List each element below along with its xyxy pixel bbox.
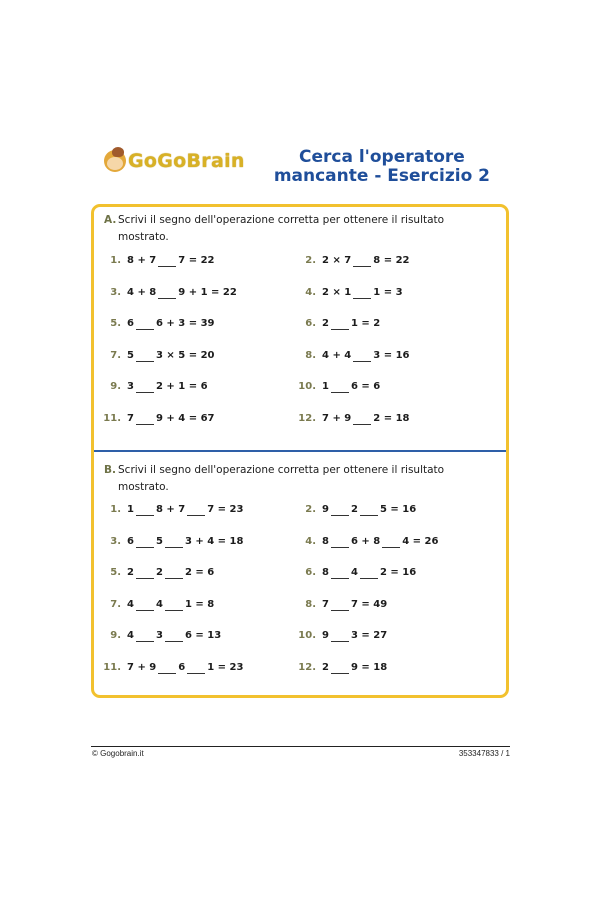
expression-part: 4 bbox=[127, 630, 134, 641]
answer-blank[interactable] bbox=[165, 600, 183, 611]
expression-part: 6 + 3 = 39 bbox=[155, 318, 215, 329]
question-item bbox=[99, 630, 221, 642]
question-number: 10. bbox=[298, 630, 316, 641]
expression-part: 6 bbox=[127, 535, 134, 547]
instruction-text: Scrivi il segno dell'operazione corretta per ottenere il risultato mostrato. bbox=[118, 214, 445, 243]
question-number: 10. bbox=[298, 381, 316, 392]
expression-part: 2 bbox=[322, 661, 329, 673]
expression-part: 6 bbox=[127, 318, 134, 329]
copyright: © Gogobrain.it bbox=[92, 749, 144, 758]
instruction bbox=[94, 212, 464, 246]
answer-blank[interactable] bbox=[360, 505, 378, 516]
expression-part: 3 = 16 bbox=[373, 349, 410, 361]
question-number: 11. bbox=[103, 412, 121, 424]
expression-part: 5 bbox=[155, 535, 163, 547]
answer-blank[interactable] bbox=[331, 631, 349, 642]
page-id: 353347833 / 1 bbox=[458, 749, 510, 758]
answer-blank[interactable] bbox=[136, 537, 154, 548]
title-line-2: mancante - Esercizio 2 bbox=[273, 166, 490, 186]
expression-part: 1 = 3 bbox=[373, 286, 403, 298]
expression-part: 3 + 4 = 18 bbox=[184, 535, 244, 547]
question-number: 2. bbox=[305, 504, 316, 515]
question-number: 2. bbox=[305, 255, 316, 266]
expression-part: 9 + 4 = 67 bbox=[155, 412, 215, 424]
footer-divider bbox=[91, 746, 510, 747]
question-number: 3. bbox=[110, 286, 121, 298]
expression-part: 6 bbox=[178, 661, 186, 673]
expression-part: 4 + 8 bbox=[127, 286, 157, 298]
question-number: 1. bbox=[110, 255, 121, 266]
question-item bbox=[99, 255, 214, 267]
expression-part: 9 bbox=[322, 630, 329, 641]
answer-blank[interactable] bbox=[158, 663, 176, 674]
answer-blank[interactable] bbox=[136, 414, 154, 425]
answer-blank[interactable] bbox=[382, 537, 400, 548]
expression-part: 2 × 1 bbox=[322, 286, 352, 298]
answer-blank[interactable] bbox=[136, 600, 154, 611]
exercise-box bbox=[91, 204, 509, 698]
expression-part: 3 = 27 bbox=[350, 630, 388, 641]
question-number: 9. bbox=[110, 381, 121, 392]
answer-blank[interactable] bbox=[165, 631, 183, 642]
expression-part: 8 bbox=[322, 567, 329, 578]
question-number: 1. bbox=[110, 504, 121, 515]
answer-blank[interactable] bbox=[136, 631, 154, 642]
answer-blank[interactable] bbox=[331, 600, 349, 611]
header bbox=[100, 148, 500, 196]
question-number: 12. bbox=[298, 661, 316, 673]
expression-part: 2 = 18 bbox=[373, 412, 410, 424]
expression-part: 6 + 8 bbox=[350, 535, 381, 547]
question-item bbox=[294, 381, 380, 393]
question-number: 4. bbox=[305, 286, 316, 298]
answer-blank[interactable] bbox=[187, 505, 205, 516]
expression-part: 9 + 1 = 22 bbox=[178, 286, 237, 298]
question-item bbox=[99, 662, 243, 674]
answer-blank[interactable] bbox=[331, 319, 349, 330]
expression-part: 3 × 5 = 20 bbox=[155, 349, 215, 361]
expression-part: 8 = 22 bbox=[373, 255, 410, 266]
question-item bbox=[294, 413, 409, 425]
answer-blank[interactable] bbox=[136, 505, 154, 516]
answer-blank[interactable] bbox=[165, 537, 183, 548]
question-number: 3. bbox=[110, 535, 121, 547]
section-divider bbox=[94, 450, 506, 452]
expression-part: 2 bbox=[322, 318, 329, 329]
answer-blank[interactable] bbox=[331, 568, 349, 579]
expression-part: 4 bbox=[155, 598, 163, 610]
question-item bbox=[99, 504, 243, 516]
instruction bbox=[94, 462, 464, 496]
logo-text: GoGoBrain bbox=[128, 150, 245, 172]
expression-part: 2 × 7 bbox=[322, 255, 352, 266]
question-number: 8. bbox=[305, 598, 316, 610]
answer-blank[interactable] bbox=[158, 288, 176, 299]
section-letter: B. bbox=[104, 464, 116, 476]
question-item bbox=[99, 287, 237, 299]
expression-part: 7 = 22 bbox=[178, 255, 215, 266]
question-number: 11. bbox=[103, 661, 121, 673]
expression-part: 4 bbox=[127, 598, 134, 610]
answer-blank[interactable] bbox=[187, 663, 205, 674]
expression-part: 1 = 23 bbox=[207, 661, 244, 673]
expression-part: 4 = 26 bbox=[402, 535, 439, 547]
expression-part: 8 + 7 bbox=[127, 255, 157, 266]
answer-blank[interactable] bbox=[136, 382, 154, 393]
question-number: 6. bbox=[305, 567, 316, 578]
expression-part: 7 + 9 bbox=[127, 661, 157, 673]
question-item bbox=[99, 413, 214, 425]
expression-part: 9 bbox=[322, 504, 329, 515]
answer-blank[interactable] bbox=[353, 351, 371, 362]
answer-blank[interactable] bbox=[136, 319, 154, 330]
answer-blank[interactable] bbox=[136, 568, 154, 579]
expression-part: 5 = 16 bbox=[379, 504, 417, 515]
expression-part: 8 bbox=[322, 535, 329, 547]
question-number: 6. bbox=[305, 318, 316, 329]
question-item bbox=[294, 662, 387, 674]
question-item bbox=[294, 630, 387, 642]
expression-part: 1 bbox=[127, 504, 134, 515]
expression-part: 2 bbox=[127, 567, 134, 578]
expression-part: 7 bbox=[322, 598, 329, 610]
expression-part: 7 = 23 bbox=[207, 504, 244, 515]
expression-part: 3 bbox=[155, 630, 163, 641]
expression-part: 3 bbox=[127, 381, 134, 392]
page-title bbox=[274, 148, 490, 186]
question-item bbox=[294, 536, 438, 548]
expression-part: 1 = 8 bbox=[184, 598, 215, 610]
expression-part: 7 bbox=[127, 412, 134, 424]
expression-part: 2 + 1 = 6 bbox=[155, 381, 208, 392]
question-item bbox=[99, 318, 214, 330]
question-number: 4. bbox=[305, 535, 316, 547]
expression-part: 2 = 16 bbox=[379, 567, 417, 578]
expression-part: 2 bbox=[155, 567, 163, 578]
expression-part: 7 + 9 bbox=[322, 412, 352, 424]
expression-part: 5 bbox=[127, 349, 134, 361]
question-item bbox=[294, 318, 380, 330]
answer-blank[interactable] bbox=[331, 505, 349, 516]
answer-blank[interactable] bbox=[331, 663, 349, 674]
expression-part: 2 bbox=[350, 504, 358, 515]
question-item bbox=[294, 504, 416, 516]
question-item bbox=[99, 567, 214, 579]
answer-blank[interactable] bbox=[353, 256, 371, 267]
question-item bbox=[294, 599, 387, 611]
question-item bbox=[99, 536, 243, 548]
expression-part: 6 = 6 bbox=[350, 381, 381, 392]
question-item bbox=[99, 381, 208, 393]
question-number: 7. bbox=[110, 349, 121, 361]
question-item bbox=[99, 599, 214, 611]
expression-part: 4 bbox=[350, 567, 358, 578]
answer-blank[interactable] bbox=[331, 382, 349, 393]
instruction-text: Scrivi il segno dell'operazione corretta per ottenere il risultato mostrato. bbox=[118, 464, 445, 493]
expression-part: 2 = 6 bbox=[184, 567, 215, 578]
expression-part: 9 = 18 bbox=[350, 661, 388, 673]
title-line-1: Cerca l'operatore bbox=[298, 147, 465, 167]
question-item bbox=[294, 255, 409, 267]
section-letter: A. bbox=[104, 214, 117, 226]
expression-part: 8 + 7 bbox=[155, 504, 186, 515]
answer-blank[interactable] bbox=[136, 351, 154, 362]
question-number: 7. bbox=[110, 598, 121, 610]
answer-blank[interactable] bbox=[165, 568, 183, 579]
question-number: 8. bbox=[305, 349, 316, 361]
expression-part: 4 + 4 bbox=[322, 349, 352, 361]
question-number: 5. bbox=[110, 318, 121, 329]
kids-face-icon bbox=[104, 150, 126, 172]
question-item bbox=[294, 350, 409, 362]
answer-blank[interactable] bbox=[158, 256, 176, 267]
answer-blank[interactable] bbox=[353, 414, 371, 425]
question-item bbox=[99, 350, 214, 362]
section-a bbox=[94, 212, 506, 246]
expression-part: 1 = 2 bbox=[350, 318, 381, 329]
answer-blank[interactable] bbox=[360, 568, 378, 579]
question-number: 12. bbox=[298, 412, 316, 424]
answer-blank[interactable] bbox=[331, 537, 349, 548]
expression-part: 1 bbox=[322, 381, 329, 392]
question-item bbox=[294, 567, 416, 579]
expression-part: 7 = 49 bbox=[350, 598, 388, 610]
section-b bbox=[94, 462, 506, 496]
answer-blank[interactable] bbox=[353, 288, 371, 299]
question-number: 9. bbox=[110, 630, 121, 641]
logo bbox=[104, 150, 245, 172]
question-number: 5. bbox=[110, 567, 121, 578]
question-item bbox=[294, 287, 403, 299]
expression-part: 6 = 13 bbox=[184, 630, 222, 641]
